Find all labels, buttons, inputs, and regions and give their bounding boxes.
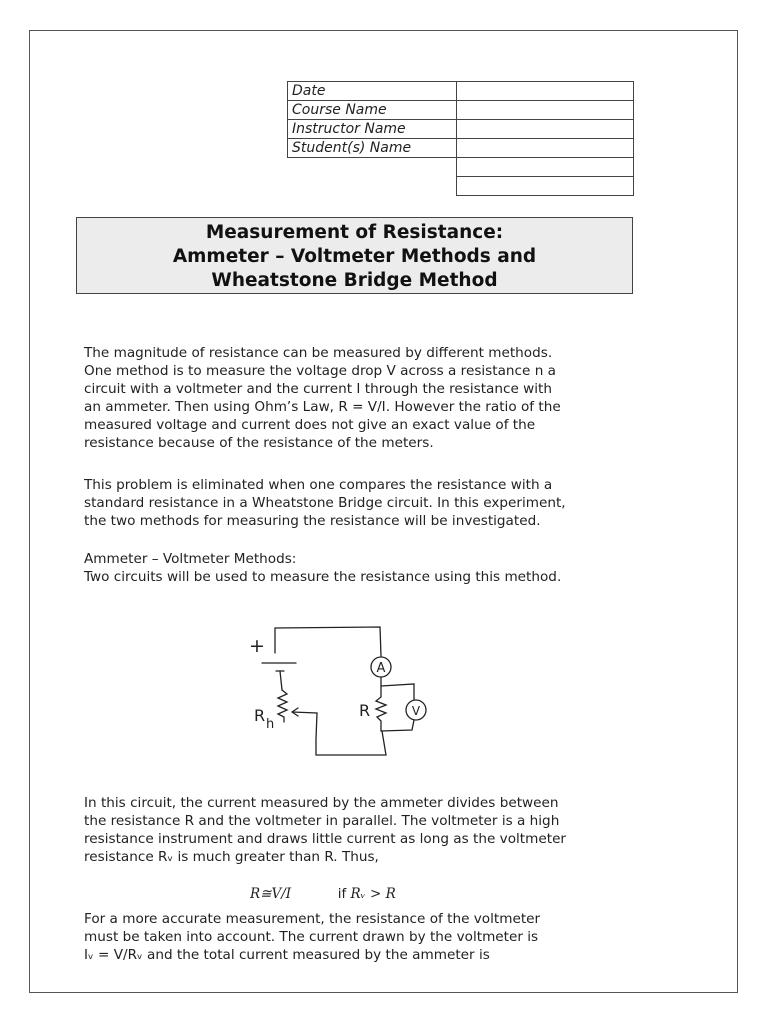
table-row (288, 82, 634, 101)
course-name-value (457, 101, 634, 120)
voltmeter-label: V (411, 704, 421, 718)
extra-value (457, 177, 634, 196)
formula (250, 886, 396, 902)
wheatstone-paragraph: This problem is eliminated when one compares the resistance with a standard resistance in a Wheatstone Bridge circuit. In this experiment, the two methods for measuring the resistance will be investigated. (84, 477, 566, 529)
instructor-name-label: Instructor Name (288, 120, 457, 139)
student-name-label: Student(s) Name (288, 139, 457, 158)
title-box (76, 217, 633, 294)
student-name-value (457, 139, 634, 158)
date-value (457, 82, 634, 101)
table-row (288, 158, 634, 177)
course-name-label: Course Name (288, 101, 457, 120)
instructor-name-value (457, 120, 634, 139)
table-row (288, 120, 634, 139)
extra-label (288, 177, 457, 196)
title-line-1: Measurement of Resistance: (205, 222, 504, 243)
extra-value (457, 158, 634, 177)
date-label: Date (288, 82, 457, 101)
rheostat-subscript: h (266, 717, 275, 732)
extra-label (288, 158, 457, 177)
plus-label: + (249, 635, 265, 657)
circuit-diagram (240, 618, 440, 763)
ammeter-label: A (376, 661, 386, 676)
circuit-description-paragraph: In this circuit, the current measured by the ammeter divides between the resistance R and the voltmeter in parallel. The voltmeter is a high resistance instrument and draws little current as long as the voltmeter resistance Rᵥ is much greater than R. Thus, (84, 795, 567, 865)
table-row (288, 177, 634, 196)
table-row (288, 139, 634, 158)
intro-paragraph: The magnitude of resistance can be measured by different methods. One method is to measure the voltage drop V across a resistance n a circuit with a voltmeter and the current I through the resistance with an ammeter. Then using Ohm’s Law, R = V/I. However the ratio of the measured voltage and current does not give an exact value of the resistance because of the resistance of the meters. (84, 345, 561, 451)
methods-paragraph: Ammeter – Voltmeter Methods: Two circuits will be used to measure the resistance using this method. (84, 551, 562, 585)
title-line-3: Wheatstone Bridge Method (211, 270, 498, 291)
rheostat-label: R (254, 706, 266, 725)
table-row (288, 101, 634, 120)
formula-if: if (337, 886, 347, 902)
resistor-label: R (359, 701, 371, 720)
formula-lhs: R≅V/I (250, 886, 292, 902)
accuracy-paragraph: For a more accurate measurement, the resistance of the voltmeter must be taken into account. The current drawn by the voltmeter is Iᵥ = V/Rᵥ and the total current measured by the ammeter is (84, 911, 541, 963)
info-table (287, 81, 634, 196)
title-line-2: Ammeter – Voltmeter Methods and (172, 246, 537, 267)
formula-condition: Rᵥ > R (350, 886, 396, 902)
